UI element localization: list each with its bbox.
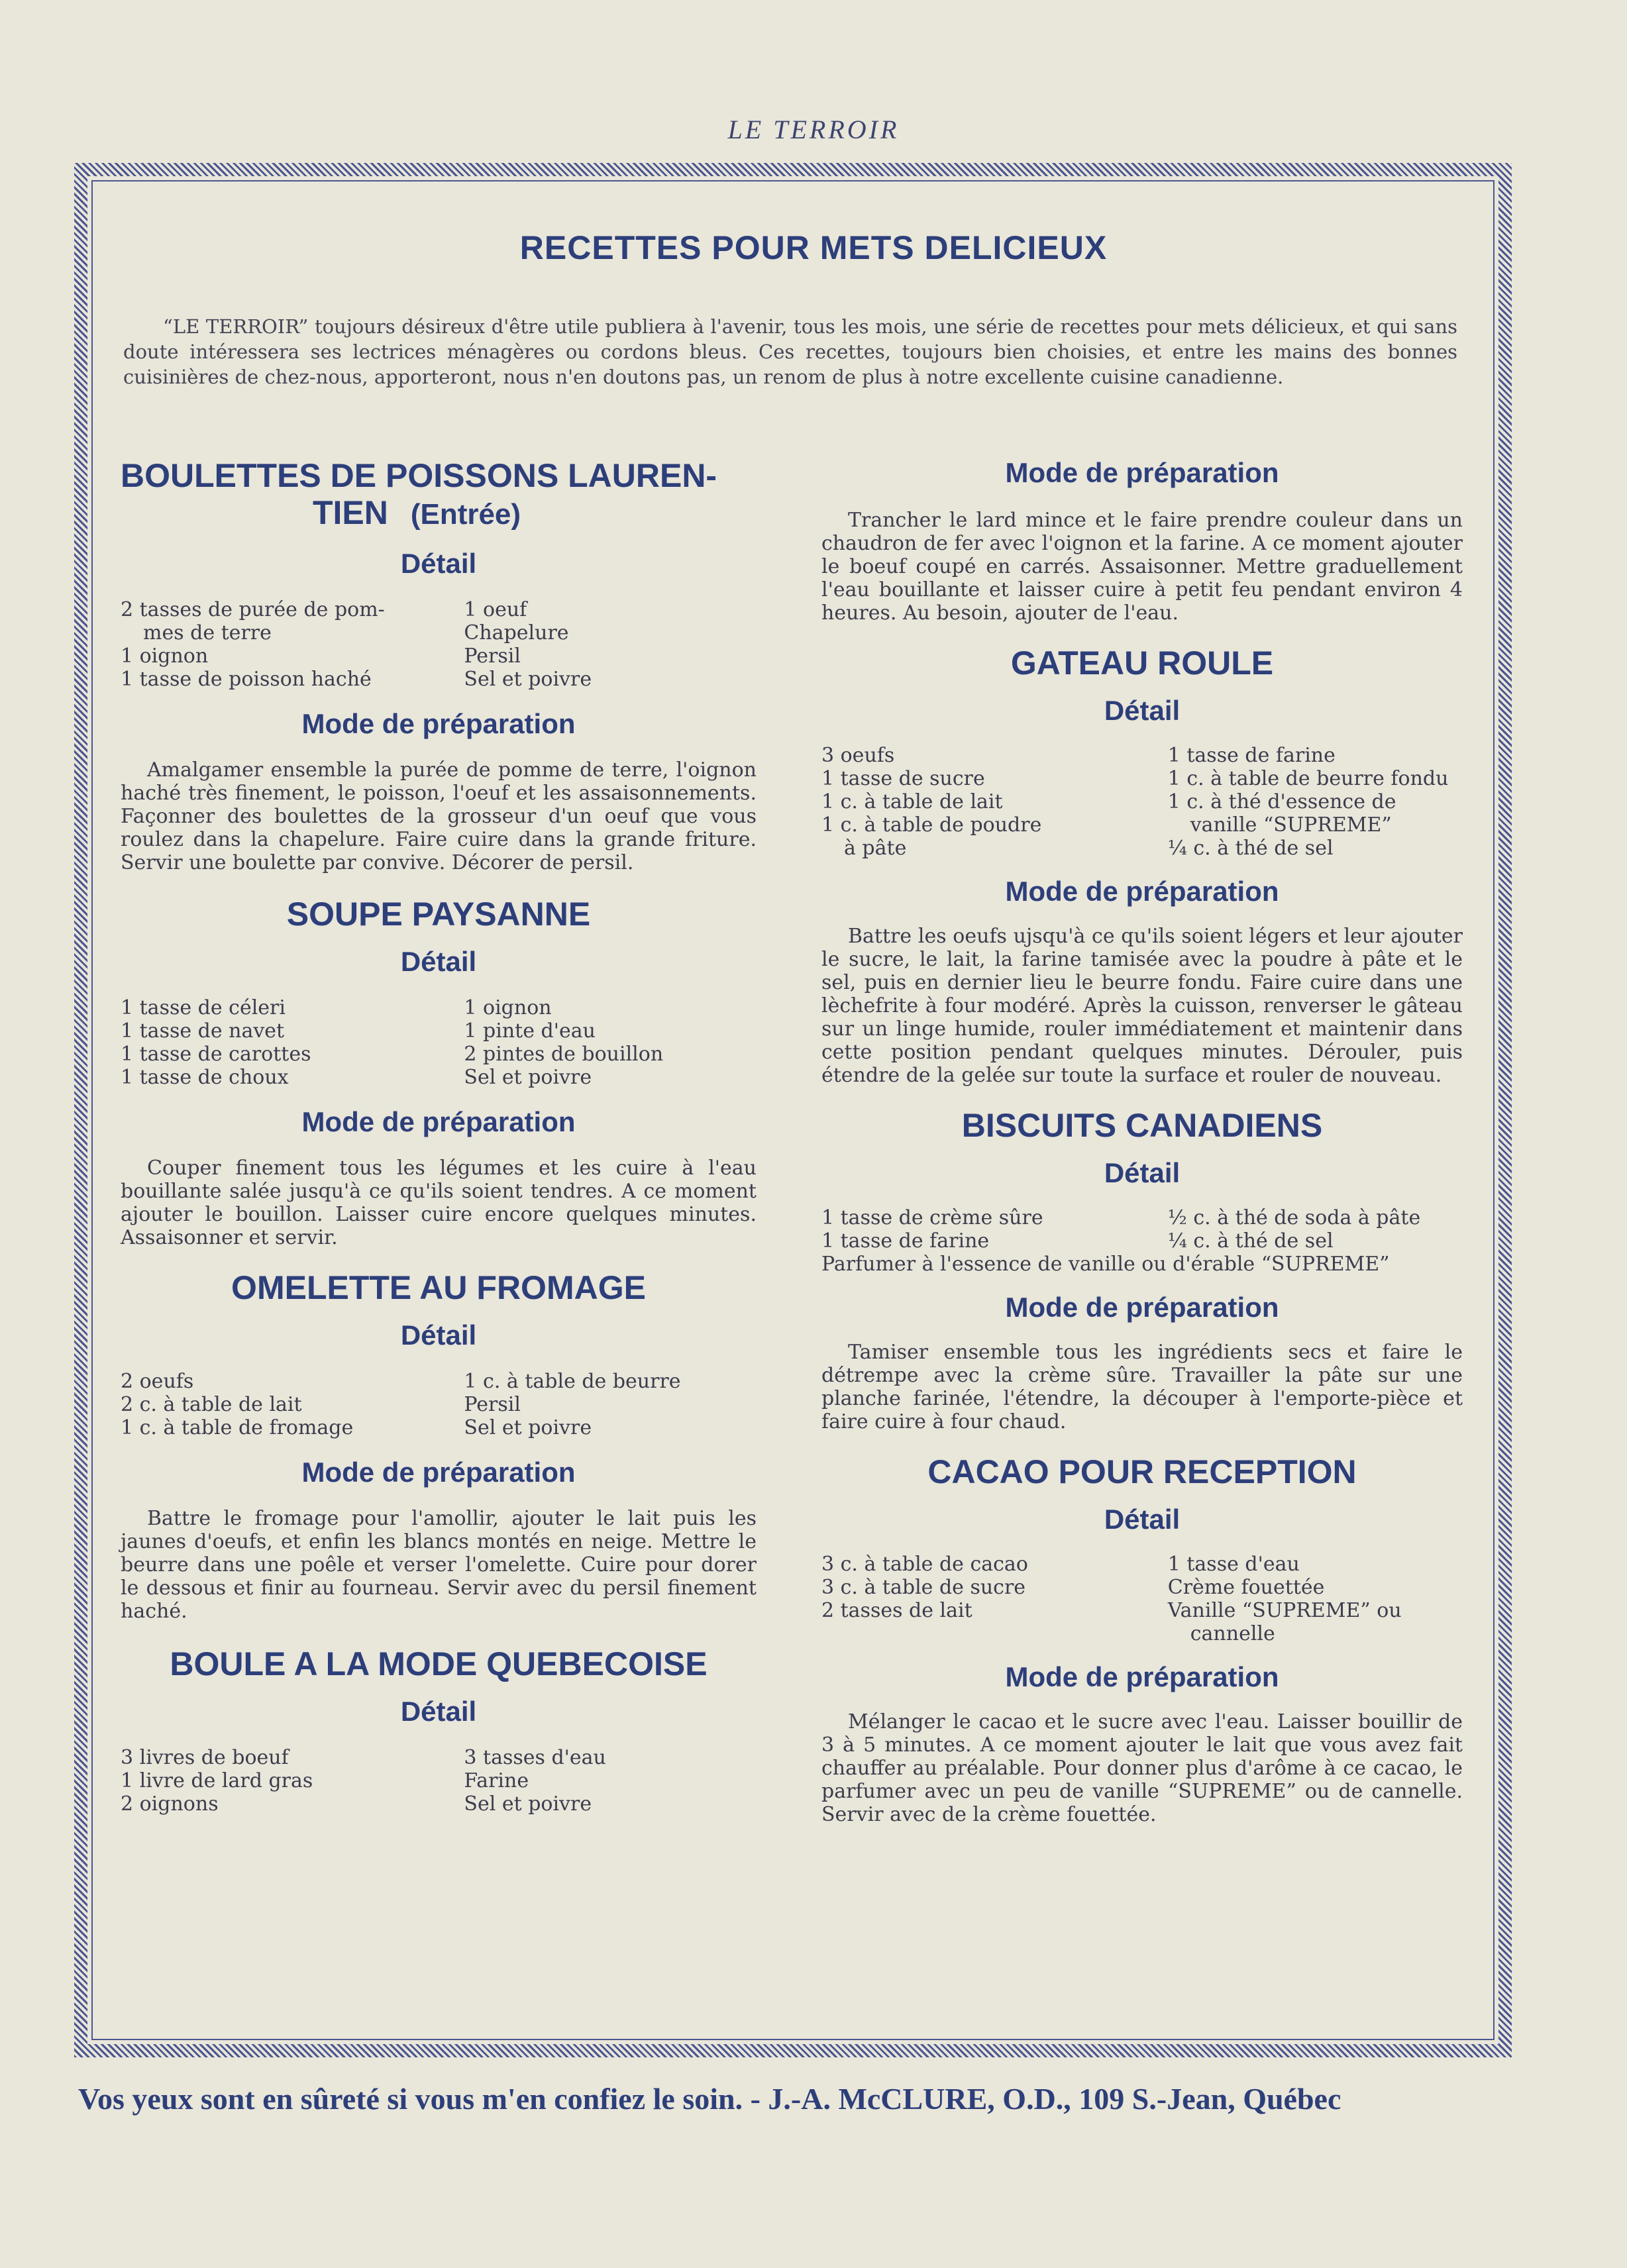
ingredient: 1 oignon bbox=[121, 644, 209, 668]
ingredient: 1 tasse de crème sûre bbox=[821, 1206, 1043, 1229]
ingredient: mes de terre bbox=[143, 621, 272, 644]
detail-heading: Détail bbox=[400, 1319, 477, 1351]
recipe-biscuits bbox=[821, 1107, 1463, 1433]
ingredients bbox=[121, 1370, 757, 1439]
ingredient: 1 tasse d'eau bbox=[1167, 1553, 1300, 1576]
ingredient: 3 c. à table de sucre bbox=[821, 1576, 1026, 1599]
recipe-omelette bbox=[121, 1269, 757, 1623]
recipe-gateau bbox=[821, 644, 1463, 1087]
mode-heading: Mode de préparation bbox=[1005, 876, 1279, 907]
ingredients bbox=[821, 744, 1463, 860]
detail-heading: Détail bbox=[400, 548, 477, 579]
ingredient: 1 tasse de choux bbox=[121, 1066, 289, 1089]
ingredient: 1 tasse de carottes bbox=[121, 1043, 311, 1066]
ingredient: 1 c. à table de poudre bbox=[821, 813, 1042, 837]
recipe-title: BISCUITS CANADIENS bbox=[961, 1107, 1323, 1144]
recipe-title: SOUPE PAYSANNE bbox=[286, 896, 591, 933]
detail-heading: Détail bbox=[1104, 1157, 1181, 1188]
ingredient: 3 tasses d'eau bbox=[464, 1746, 606, 1769]
ingredient: Persil bbox=[464, 644, 521, 668]
ingredient: 1 c. à table de lait bbox=[821, 790, 1003, 813]
ingredient: 1 tasse de farine bbox=[821, 1229, 990, 1253]
ingredient: 2 tasses de lait bbox=[821, 1599, 972, 1622]
preparation-text: Mélanger le cacao et le sucre avec l'eau. Laisser bouillir de 3 à 5 minutes. A ce moment ajouter le lait que vous avez fait chauffer au préalable. Pour donner plus d'arôme à ce cacao, le parfumer avec un peu de vanille “SUPREME” ou de cannelle. Servir avec de la crème fouettée. bbox=[821, 1710, 1463, 1826]
ingredient: Sel et poivre bbox=[464, 1416, 592, 1439]
ingredient: 1 tasse de farine bbox=[1167, 744, 1336, 767]
ingredient: Sel et poivre bbox=[464, 1792, 592, 1816]
ingredient: 2 tasses de purée de pom- bbox=[121, 598, 385, 621]
preparation-text: Amalgamer ensemble la purée de pomme de terre, l'oignon haché très finement, le poisson, l'oeuf et les assaisonnements. Façonner des boulettes de la grosseur d'un oeuf que vous roulez dans la chapelure. Faire cuire dans la grande friture. Servir une boulette par convive. Décorer de persil. bbox=[121, 758, 757, 874]
ingredient-note: Parfumer à l'essence de vanille ou d'érable “SUPREME” bbox=[821, 1253, 1390, 1276]
recipe-title: OMELETTE AU FROMAGE bbox=[231, 1269, 646, 1306]
mode-heading: Mode de préparation bbox=[301, 1106, 576, 1137]
ingredient: Sel et poivre bbox=[464, 1066, 592, 1089]
detail-heading: Détail bbox=[1104, 695, 1181, 726]
preparation-text: Battre les oeufs ujsqu'à ce qu'ils soient légers et leur ajouter le sucre, le lait, la farine tamisée avec la poudre à pâte et le sel, puis en dernier lieu le beurre fondu. Faire cuire dans une lèchefrite à four modéré. Après la cuisson, renverser le gâteau sur un linge humide, rouler immédiatement et maintenir dans cette position pendant quelques minutes. Dérouler, puis étendre de la gelée sur toute la surface et rouler de nouveau. bbox=[821, 925, 1463, 1087]
ingredient: 1 tasse de céleri bbox=[121, 996, 286, 1019]
ingredient: 1 c. à table de fromage bbox=[121, 1416, 354, 1439]
ingredient: 1 tasse de sucre bbox=[821, 767, 985, 790]
detail-heading: Détail bbox=[400, 946, 477, 977]
ingredients bbox=[821, 1553, 1463, 1645]
ingredient: 2 oignons bbox=[121, 1792, 219, 1816]
recipe-boule-continued bbox=[821, 457, 1463, 625]
running-head: LE TERROIR bbox=[727, 115, 900, 144]
ingredient: Sel et poivre bbox=[464, 668, 592, 691]
recipe-title: GATEAU ROULE bbox=[1010, 644, 1274, 682]
ingredient: Chapelure bbox=[464, 621, 569, 644]
recipe-title: BOULETTES DE POISSONS LAUREN- TIEN (Entrée) bbox=[121, 457, 717, 531]
ingredient: vanille “SUPREME” bbox=[1190, 813, 1392, 837]
intro-paragraph: “LE TERROIR” toujours désireux d'être utile publiera à l'avenir, tous les mois, une série de recettes pour mets délicieux, et qui sans doute intéressera ses lectrices ménagères ou cordons bleus. Ces recettes, toujours bien choisies, et entre les mains des bonnes cuisinières de chez-nous, apporteront, nous n'en doutons pas, un renom de plus à notre excellente cuisine canadienne. bbox=[123, 315, 1457, 388]
ingredient: 2 c. à table de lait bbox=[121, 1393, 302, 1416]
ingredient: Vanille “SUPREME” ou bbox=[1167, 1599, 1402, 1622]
recipe-boulettes bbox=[121, 457, 757, 874]
ingredients bbox=[821, 1206, 1463, 1253]
recipe-title: CACAO POUR RECEPTION bbox=[927, 1453, 1357, 1490]
preparation-text: Trancher le lard mince et le faire prendre couleur dans un chaudron de fer avec l'oignon et la farine. A ce moment ajouter le boeuf coupé en carrés. Assaisonner. Mettre graduellement l'eau bouillante et laisser cuire à petit feu pendant environ 4 heures. Au besoin, ajouter de l'eau. bbox=[821, 509, 1463, 625]
ingredient: ¼ c. à thé de sel bbox=[1167, 1229, 1334, 1253]
mode-heading: Mode de préparation bbox=[1005, 1292, 1279, 1323]
detail-heading: Détail bbox=[1104, 1504, 1181, 1535]
mode-heading: Mode de préparation bbox=[301, 1457, 576, 1488]
ingredient: 2 pintes de bouillon bbox=[464, 1043, 664, 1066]
ingredients bbox=[121, 1746, 757, 1816]
ingredient: 2 oeufs bbox=[121, 1370, 194, 1393]
recipe-soupe bbox=[121, 896, 757, 1249]
recipe-cacao bbox=[821, 1453, 1463, 1826]
ingredients bbox=[121, 996, 757, 1089]
ingredient: cannelle bbox=[1190, 1622, 1275, 1645]
detail-heading: Détail bbox=[400, 1696, 477, 1727]
ingredient: 1 tasse de navet bbox=[121, 1019, 285, 1043]
ingredient: 3 oeufs bbox=[821, 744, 895, 767]
page-title: RECETTES POUR METS DELICIEUX bbox=[519, 229, 1108, 266]
preparation-text: Battre le fromage pour l'amollir, ajouter le lait puis les jaunes d'oeufs, et enfin les blancs montés en neige. Mettre le beurre dans une poêle et verser l'omelette. Cuire pour dorer le dessous et finir au fourneau. Servir avec du persil finement haché. bbox=[121, 1507, 757, 1623]
ingredient: Farine bbox=[464, 1769, 529, 1792]
mode-heading: Mode de préparation bbox=[1005, 1661, 1279, 1692]
ingredient: 1 oignon bbox=[464, 996, 552, 1019]
preparation-text: Tamiser ensemble tous les ingrédients secs et faire le détrempe avec la crème sûre. Travailler la pâte sur une planche farinée, l'étendre, la découper à l'emporte-pièce et faire cuire à four chaud. bbox=[821, 1341, 1463, 1433]
ingredient: 3 livres de boeuf bbox=[121, 1746, 289, 1769]
ingredient: 1 c. à thé d'essence de bbox=[1167, 790, 1396, 813]
ingredient: Crème fouettée bbox=[1167, 1576, 1325, 1599]
ingredient: 1 c. à table de beurre bbox=[464, 1370, 681, 1393]
ingredient: ¼ c. à thé de sel bbox=[1167, 837, 1334, 860]
ingredient: 1 c. à table de beurre fondu bbox=[1167, 767, 1449, 790]
recipe-boule bbox=[121, 1645, 757, 1816]
ingredient: à pâte bbox=[844, 837, 907, 860]
ingredient: 1 livre de lard gras bbox=[121, 1769, 313, 1792]
recipe-title: BOULE A LA MODE QUEBECOISE bbox=[170, 1645, 708, 1682]
footer-advertisement: Vos yeux sont en sûreté si vous m'en confiez le soin. - J.-A. McCLURE, O.D., 109 S.-Jean, Québec bbox=[78, 2082, 1341, 2116]
ingredient: 1 tasse de poisson haché bbox=[121, 668, 372, 691]
ingredient: 3 c. à table de cacao bbox=[821, 1553, 1028, 1576]
right-column bbox=[821, 457, 1463, 1826]
ingredient: 1 pinte d'eau bbox=[464, 1019, 596, 1043]
ingredient: ½ c. à thé de soda à pâte bbox=[1167, 1206, 1421, 1229]
mode-heading: Mode de préparation bbox=[1005, 457, 1279, 488]
mode-heading: Mode de préparation bbox=[301, 708, 576, 739]
ingredient: Persil bbox=[464, 1393, 521, 1416]
ingredients bbox=[121, 598, 757, 691]
preparation-text: Couper finement tous les légumes et les cuire à l'eau bouillante salée jusqu'à ce qu'ils soient tendres. A ce moment ajouter le bouillon. Laisser cuire encore quelques minutes. Assaisonner et servir. bbox=[121, 1157, 757, 1249]
left-column bbox=[121, 457, 757, 1816]
ingredient: 1 oeuf bbox=[464, 598, 527, 621]
